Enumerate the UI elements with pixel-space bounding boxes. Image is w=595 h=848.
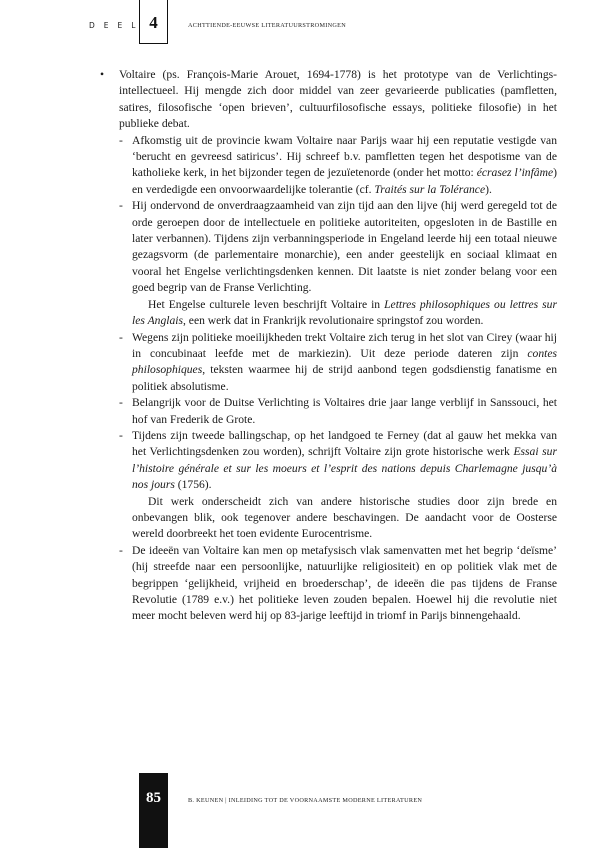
part-label: DEEL	[89, 21, 145, 30]
text-segment: (1756).	[174, 478, 212, 492]
dash-icon: -	[119, 199, 123, 213]
footer-author: B. KEUNEN	[188, 797, 224, 804]
voltaire-intro: Voltaire (ps. François-Marie Arouet, 1694-1778) is het prototype van de Verlichtings-intellectueel. Hij mengde zich door middel van zeer gevarieerde publicaties (pamfletten, satires, filosofische ‘open brieven’, cultuurfilosofische essays, politieke filosofie) in het publieke debat.	[119, 68, 557, 131]
italic-work-title: Traités sur la Tolérance	[374, 182, 486, 196]
italic-work-title: Essai sur l’histoire générale et sur les moeurs et l’esprit des nations depuis Charlemagne jusqu’à nos jours	[132, 445, 557, 492]
text-segment: Het Engelse culturele leven beschrijft Voltaire in	[148, 297, 385, 311]
text-segment: Tijdens zijn tweede ballingschap, op het landgoed te Ferney (dat al gauw het mekka van het Verlichtingsdenken zou worden), schrijft Voltaire zijn grote historische werk	[132, 428, 557, 459]
italic-work-title: contes philosophiques	[132, 346, 557, 377]
italic-work-title: Lettres philosophiques ou lettres sur les Anglais	[132, 297, 557, 328]
running-title: ACHTTIENDE-EEUWSE LITERATUURSTROMINGEN	[188, 22, 346, 29]
dash-icon: -	[119, 396, 123, 410]
list-item-text	[132, 330, 557, 396]
dash-icon: -	[119, 330, 123, 344]
chapter-number: 4	[149, 13, 158, 32]
text-segment: ).	[485, 182, 492, 196]
text-segment: ) en verdedigde een onvoorwaardelijke tolerantie (cf.	[132, 166, 557, 196]
dash-icon: -	[119, 428, 123, 442]
list-item	[119, 198, 557, 296]
list-item-text: Belangrijk voor de Duitse Verlichting is Voltaires drie jaar lange verblijf in Sanssouci, het hof van Frederik de Grote.	[132, 396, 557, 426]
page-number-box	[139, 773, 168, 848]
dash-icon: -	[119, 133, 123, 147]
list-item-text	[132, 133, 557, 199]
text-segment: , teksten waarmee hij de strijd aanbond tegen godsdienstig fanatisme en politiek absolutisme.	[132, 363, 557, 393]
page-body	[100, 67, 557, 625]
voltaire-facts-list	[119, 133, 557, 625]
list-item-text: De ideeën van Voltaire kan men op metafysisch vlak samenvatten met het begrip ‘deïsme’ (hij streefde naar een persoonlijke, natuurlijke religiositeit) en op politiek vlak met de begrippen ‘gelijkheid, vrijheid en broederschap’, de ideeën die pas tijdens de Franse Revolutie (1789 e.v.) het politieke leven zouden bepalen. Hoewel hij die revolutie niet meer mocht beleven werd hij op 83-jarige leeftijd in triomf in Parijs binnengehaald.	[132, 543, 557, 623]
footer-separator: |	[225, 797, 227, 804]
text-segment: Afkomstig uit de provincie kwam Voltaire naar Parijs waar hij een reputatie vestigde van ‘berucht en gevreesd satiricus’. Hij schreef b.v. pamfletten tegen het despotisme van de katholieke kerk, in het bijzonder tegen de jezuïetenorde (onder het motto:	[132, 133, 557, 180]
dash-icon: -	[119, 543, 123, 557]
text-segment: , een werk dat in Frankrijk revolutionaire springstof zou worden.	[183, 314, 484, 328]
list-item-text	[132, 428, 557, 494]
list-item	[119, 133, 557, 199]
list-item	[119, 428, 557, 494]
list-item	[119, 543, 557, 625]
list-item	[119, 330, 557, 396]
sub-paragraph	[119, 297, 557, 330]
sub-paragraph: Dit werk onderscheidt zich van andere historische studies door zijn brede en onbevangen blik, ook tegenover andere beschavingen. De aandacht voor de Oosterse wereld doorbreekt het toen evidente Eurocentrisme.	[132, 494, 557, 541]
footer-book-title: INLEIDING TOT DE VOORNAAMSTE MODERNE LITERATUREN	[228, 797, 423, 804]
list-item	[119, 395, 557, 428]
footer-running-title	[188, 797, 422, 804]
chapter-number-box	[139, 0, 168, 44]
list-item-text: Hij ondervond de onverdraagzaamheid van zijn tijd aan den lijve (hij werd geregeld tot de orde geroepen door de intellectuele en politieke autoriteiten, opgesloten in de Bastille en later verbannen). Tijdens zijn verbanningsperiode in Engeland leerde hij een totaal nieuwe gezagsvorm (de parlementaire monarchie), een ander geestelijk en sociaal klimaat en vooral het Engelse verlichtingsdenken kennen. Dit laatste is niet zonder belang voor een goed begrip van de Franse Verlichting.	[132, 199, 557, 295]
voltaire-entry	[100, 67, 557, 625]
italic-motto: écrasez l’infâme	[476, 166, 554, 180]
page-number: 85	[146, 790, 161, 806]
bullet-icon: •	[100, 68, 105, 81]
text-segment: Wegens zijn politieke moeilijkheden trekt Voltaire zich terug in het slot van Cirey (waar hij in concubinaat leefde met de markiezin). Uit deze periode dateren zijn	[132, 330, 557, 360]
